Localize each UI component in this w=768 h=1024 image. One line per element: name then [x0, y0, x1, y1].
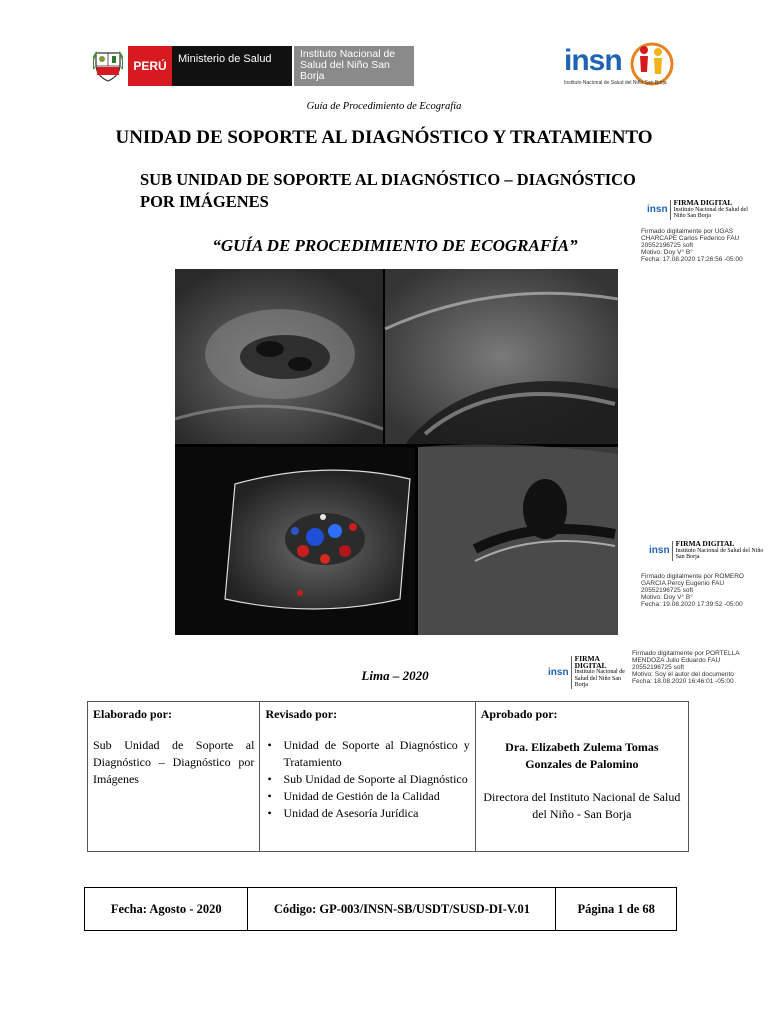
digital-signature-1	[641, 200, 761, 263]
signature-line: CHARCAPE Carlos Federico FAU	[641, 234, 740, 242]
signature-stamp	[649, 541, 766, 561]
signature-line: Firmado digitalmente por PORTELLA	[632, 650, 740, 657]
minsa-logo	[88, 46, 416, 86]
elaborado-column	[88, 702, 260, 851]
signature-logo: insn	[647, 204, 668, 216]
elaborado-text: Sub Unidad de Soporte al Diagnóstico – Diagnóstico por Imágenes	[93, 738, 255, 786]
revisado-column	[260, 702, 475, 851]
signature-line: Fecha: 18.08.2020 16:46:01 -05:00	[632, 678, 734, 685]
coat-of-arms-icon	[88, 46, 128, 86]
list-item: • Sub Unidad de Soporte al Diagnóstico	[265, 771, 469, 788]
signature-line: GARCIA Percy Eugenio FAU	[641, 579, 725, 587]
insn-logo	[560, 38, 680, 92]
ultrasound-collage	[175, 269, 618, 635]
signature-line: 20552196725 soft	[641, 586, 694, 594]
title-unit: UNIDAD DE SOPORTE AL DIAGNÓSTICO Y TRATAMIENTO	[115, 127, 653, 148]
footer-date: Fecha: Agosto - 2020	[85, 888, 248, 930]
revisado-header: Revisado por:	[265, 707, 338, 721]
aprobado-header: Aprobado por:	[480, 707, 558, 721]
footer-code: Código: GP-003/INSN-SB/USDT/SUSD-DI-V.01	[248, 888, 556, 930]
insn-logo-subtitle: Instituto Nacional de Salud del Niño San Borja	[564, 80, 667, 86]
list-item: • Unidad de Asesoría Jurídica	[265, 805, 469, 822]
signature-details	[641, 228, 761, 263]
signature-stamp	[647, 200, 761, 220]
aprobado-name: Dra. Elizabeth Zulema Tomas Gonzales de Palomino	[505, 740, 659, 771]
list-item: • Unidad de Gestión de la Calidad	[265, 788, 469, 805]
document-caption: Guía de Procedimiento de Ecografía	[306, 101, 462, 112]
signature-line: 20552196725 soft	[632, 664, 685, 671]
aprobado-column	[476, 702, 688, 851]
document-footer	[84, 887, 677, 931]
signature-line: MENDOZA Julio Eduardo FAU	[632, 657, 721, 664]
signature-stamp-title: FIRMA DIGITAL	[574, 654, 607, 670]
footer-page: Página 1 de 68	[577, 901, 655, 916]
title-subunit: SUB UNIDAD DE SOPORTE AL DIAGNÓSTICO – DIAGNÓSTICO POR IMÁGENES	[140, 170, 636, 211]
revisado-list	[265, 737, 469, 822]
approval-table	[87, 701, 689, 852]
signature-stamp-sub: Instituto Nacional de Salud del Niño San Borja	[574, 669, 625, 688]
aprobado-role: Directora del Instituto Nacional de Salud del Niño - San Borja	[483, 790, 681, 821]
insn-children-icon	[620, 38, 682, 86]
signature-line: Firmado digitalmente por ROMERO	[641, 572, 744, 580]
digital-signature-2	[641, 541, 766, 608]
insn-logo-text: insn	[564, 44, 622, 77]
list-item: • Unidad de Soporte al Diagnóstico y Tratamiento	[265, 737, 469, 771]
elaborado-header: Elaborado por:	[93, 707, 173, 721]
signature-line: Motivo: Doy V° B°	[641, 248, 693, 256]
signature-line: Fecha: 17.08.2020 17:26:56 -05:00	[641, 255, 743, 263]
place-year: Lima – 2020	[361, 668, 429, 683]
signature-stamp-sub: Instituto Nacional de Salud del Niño San Borja	[675, 547, 764, 560]
title-guide: “GUÍA DE PROCEDIMIENTO DE ECOGRAFÍA”	[212, 236, 578, 255]
signature-line: Motivo: Doy V° B°	[641, 593, 693, 601]
signature-logo: insn	[649, 545, 670, 557]
signature-line: Fecha: 19.08.2020 17:39:52 -05:00	[641, 600, 743, 608]
signature-line: 20552196725 soft	[641, 241, 694, 249]
peru-label: PERÚ	[128, 46, 172, 86]
signature-stamp-title: FIRMA DIGITAL	[673, 198, 733, 207]
signature-stamp-sub: Instituto Nacional de Salud del Niño San Borja	[673, 206, 748, 219]
signature-logo: insn	[548, 666, 569, 678]
signature-stamp-title: FIRMA DIGITAL	[675, 539, 735, 548]
signature-line: Motivo: Soy el autor del documento	[632, 671, 734, 678]
institute-label: Instituto Nacional de Salud del Niño San Borja	[294, 46, 414, 86]
signature-line: Firmado digitalmente por UGAS	[641, 227, 734, 235]
ministry-label: Ministerio de Salud	[172, 46, 292, 86]
signature-details	[641, 573, 766, 608]
